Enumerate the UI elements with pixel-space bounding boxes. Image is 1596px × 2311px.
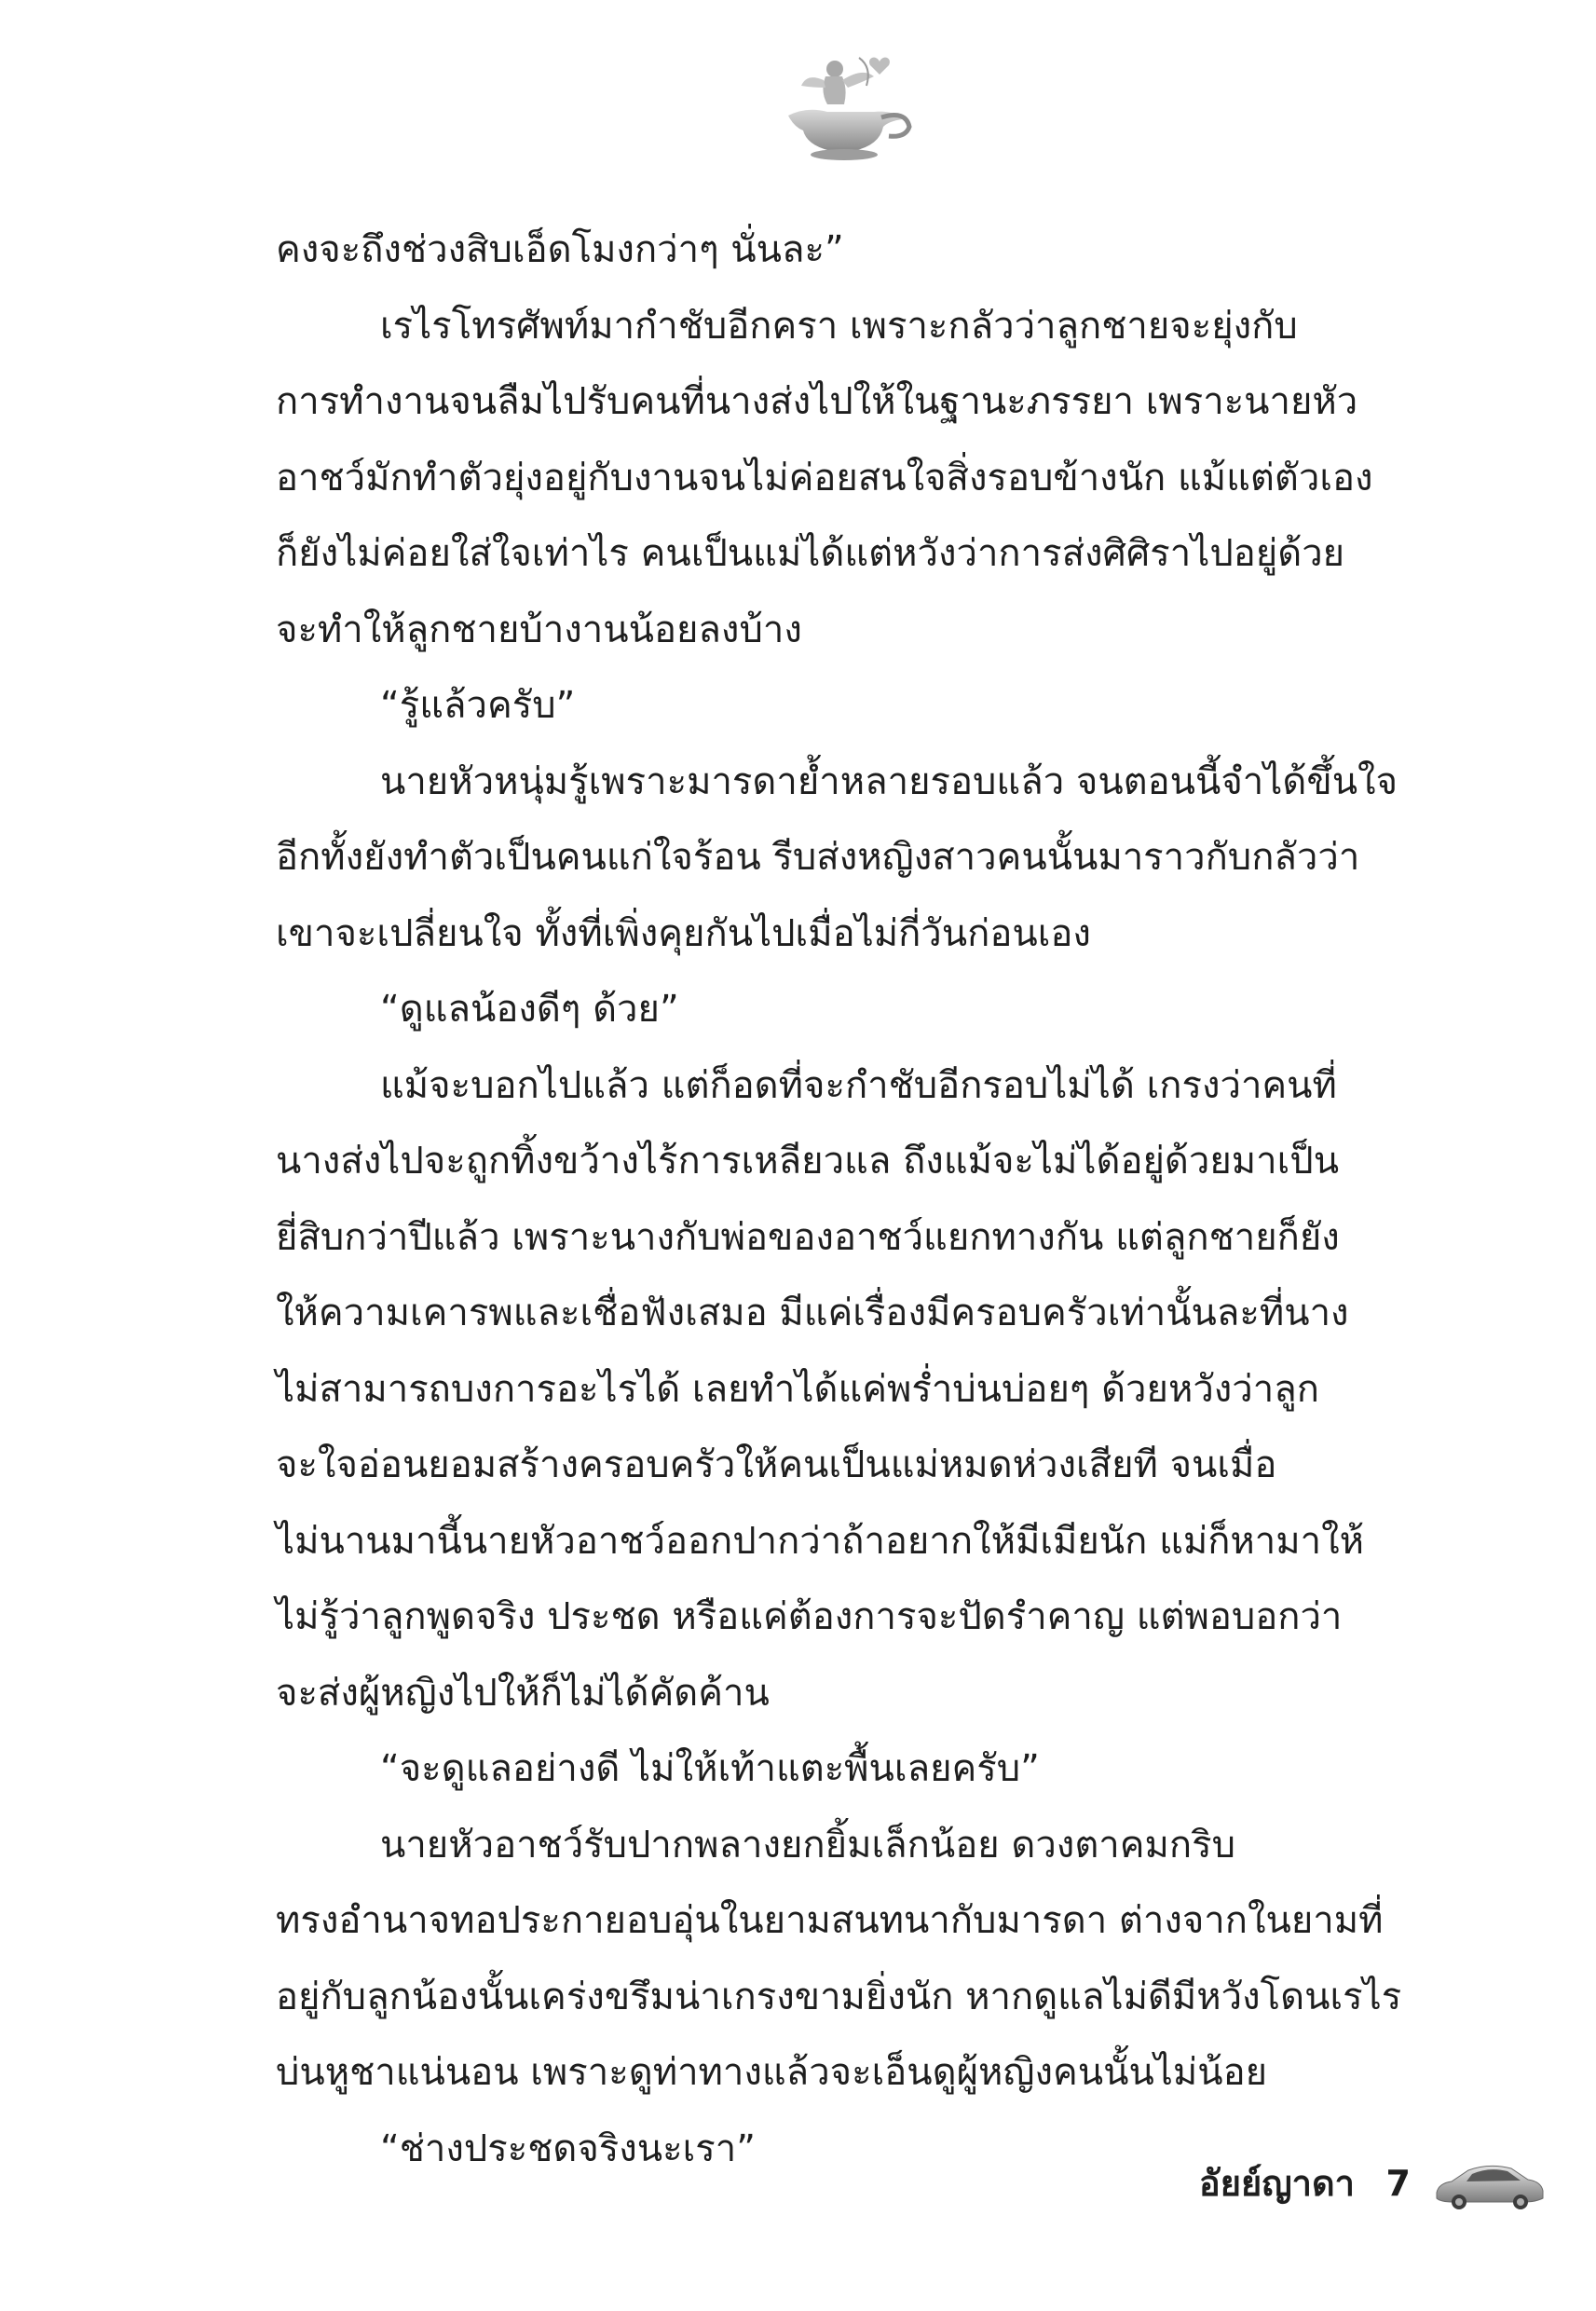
text-line: อยู่กับลูกน้องนั้นเคร่งขรึมน่าเกรงขามยิ่งนัก หากดูแลไม่ดีมีหวังโดนเรไร (276, 1975, 1402, 2018)
author-name: อัยย์ญาดา (1198, 2163, 1355, 2204)
text-line: นายหัวหนุ่มรู้เพราะมารดาย้ำหลายรอบแล้ว จนตอนนี้จำได้ขึ้นใจ (380, 759, 1398, 803)
text-line: จะส่งผู้หญิงไปให้ก็ไม่ได้คัดค้าน (276, 1671, 770, 1715)
text-line: ทรงอำนาจทอประกายอบอุ่นในยามสนทนากับมารดา ต่างจากในยามที่ (276, 1899, 1384, 1942)
text-line: การทำงานจนลืมไปรับคนที่นางส่งไปให้ในฐานะภรรยา เพราะนายหัว (276, 380, 1358, 423)
text-line: ยี่สิบกว่าปีแล้ว เพราะนางกับพ่อของอาชว์แยกทางกัน แต่ลูกชายก็ยัง (276, 1215, 1340, 1259)
dialogue-line: “ดูแลน้องดีๆ ด้วย” (380, 988, 679, 1031)
text-line: อีกทั้งยังทำตัวเป็นคนแก่ใจร้อน รีบส่งหญิงสาวคนนั้นมาราวกับกลัวว่า (276, 836, 1360, 879)
dialogue-line: “รู้แล้วครับ” (380, 684, 576, 727)
text-line: เขาจะเปลี่ยนใจ ทั้งที่เพิ่งคุยกันไปเมื่อไม่กี่วันก่อนเอง (276, 911, 1091, 955)
text-line: แม้จะบอกไปแล้ว แต่ก็อดที่จะกำชับอีกรอบไม่ได้ เกรงว่าคนที่ (380, 1063, 1337, 1107)
text-line: อาชว์มักทำตัวยุ่งอยู่กับงานจนไม่ค่อยสนใจสิ่งรอบข้างนัก แม้แต่ตัวเอง (276, 456, 1373, 499)
text-line: บ่นหูชาแน่นอน เพราะดูท่าทางแล้วจะเอ็นดูผู้หญิงคนนั้นไม่น้อย (276, 2051, 1268, 2094)
cupid-teapot-ornament-icon (770, 48, 919, 170)
text-line: ไม่นานมานี้นายหัวอาชว์ออกปากว่าถ้าอยากให้มีเมียนัก แม่ก็หามาให้ (276, 1519, 1364, 1563)
text-line: จะใจอ่อนยอมสร้างครอบครัวให้คนเป็นแม่หมดห่วงเสียที จนเมื่อ (276, 1443, 1277, 1486)
dialogue-line: “ช่างประชดจริงนะเรา” (380, 2126, 756, 2170)
text-line: ไม่รู้ว่าลูกพูดจริง ประชด หรือแค่ต้องการจะปัดรำคาญ แต่พอบอกว่า (276, 1595, 1343, 1638)
body-text (276, 212, 1411, 2187)
dialogue-line: “จะดูแลอย่างดี ไม่ให้เท้าแตะพื้นเลยครับ” (380, 1747, 1040, 1790)
text-line: เรไรโทรศัพท์มากำชับอีกครา เพราะกลัวว่าลูกชายจะยุ่งกับ (380, 304, 1298, 348)
text-line: จะทำให้ลูกชายบ้างานน้อยลงบ้าง (276, 608, 802, 651)
text-line: ก็ยังไม่ค่อยใส่ใจเท่าไร คนเป็นแม่ได้แต่หวังว่าการส่งศิศิราไปอยู่ด้วย (276, 532, 1345, 575)
text-line: ไม่สามารถบงการอะไรได้ เลยทำได้แค่พร่ำบ่นบ่อยๆ ด้วยหวังว่าลูก (276, 1367, 1319, 1411)
text-line: ให้ความเคารพและเชื่อฟังเสมอ มีแค่เรื่องมีครอบครัวเท่านั้นละที่นาง (276, 1292, 1349, 1334)
text-line: นางส่งไปจะถูกทิ้งขว้างไร้การเหลียวแล ถึงแม้จะไม่ได้อยู่ด้วยมาเป็น (276, 1140, 1340, 1183)
text-line: คงจะถึงช่วงสิบเอ็ดโมงกว่าๆ นั่นละ” (276, 228, 844, 271)
text-line: นายหัวอาชว์รับปากพลางยกยิ้มเล็กน้อย ดวงตาคมกริบ (380, 1823, 1235, 1867)
page-number: 7 (1385, 2163, 1411, 2204)
header-ornament (770, 48, 919, 170)
car-icon (1431, 2155, 1547, 2213)
page-footer (1099, 2148, 1547, 2222)
